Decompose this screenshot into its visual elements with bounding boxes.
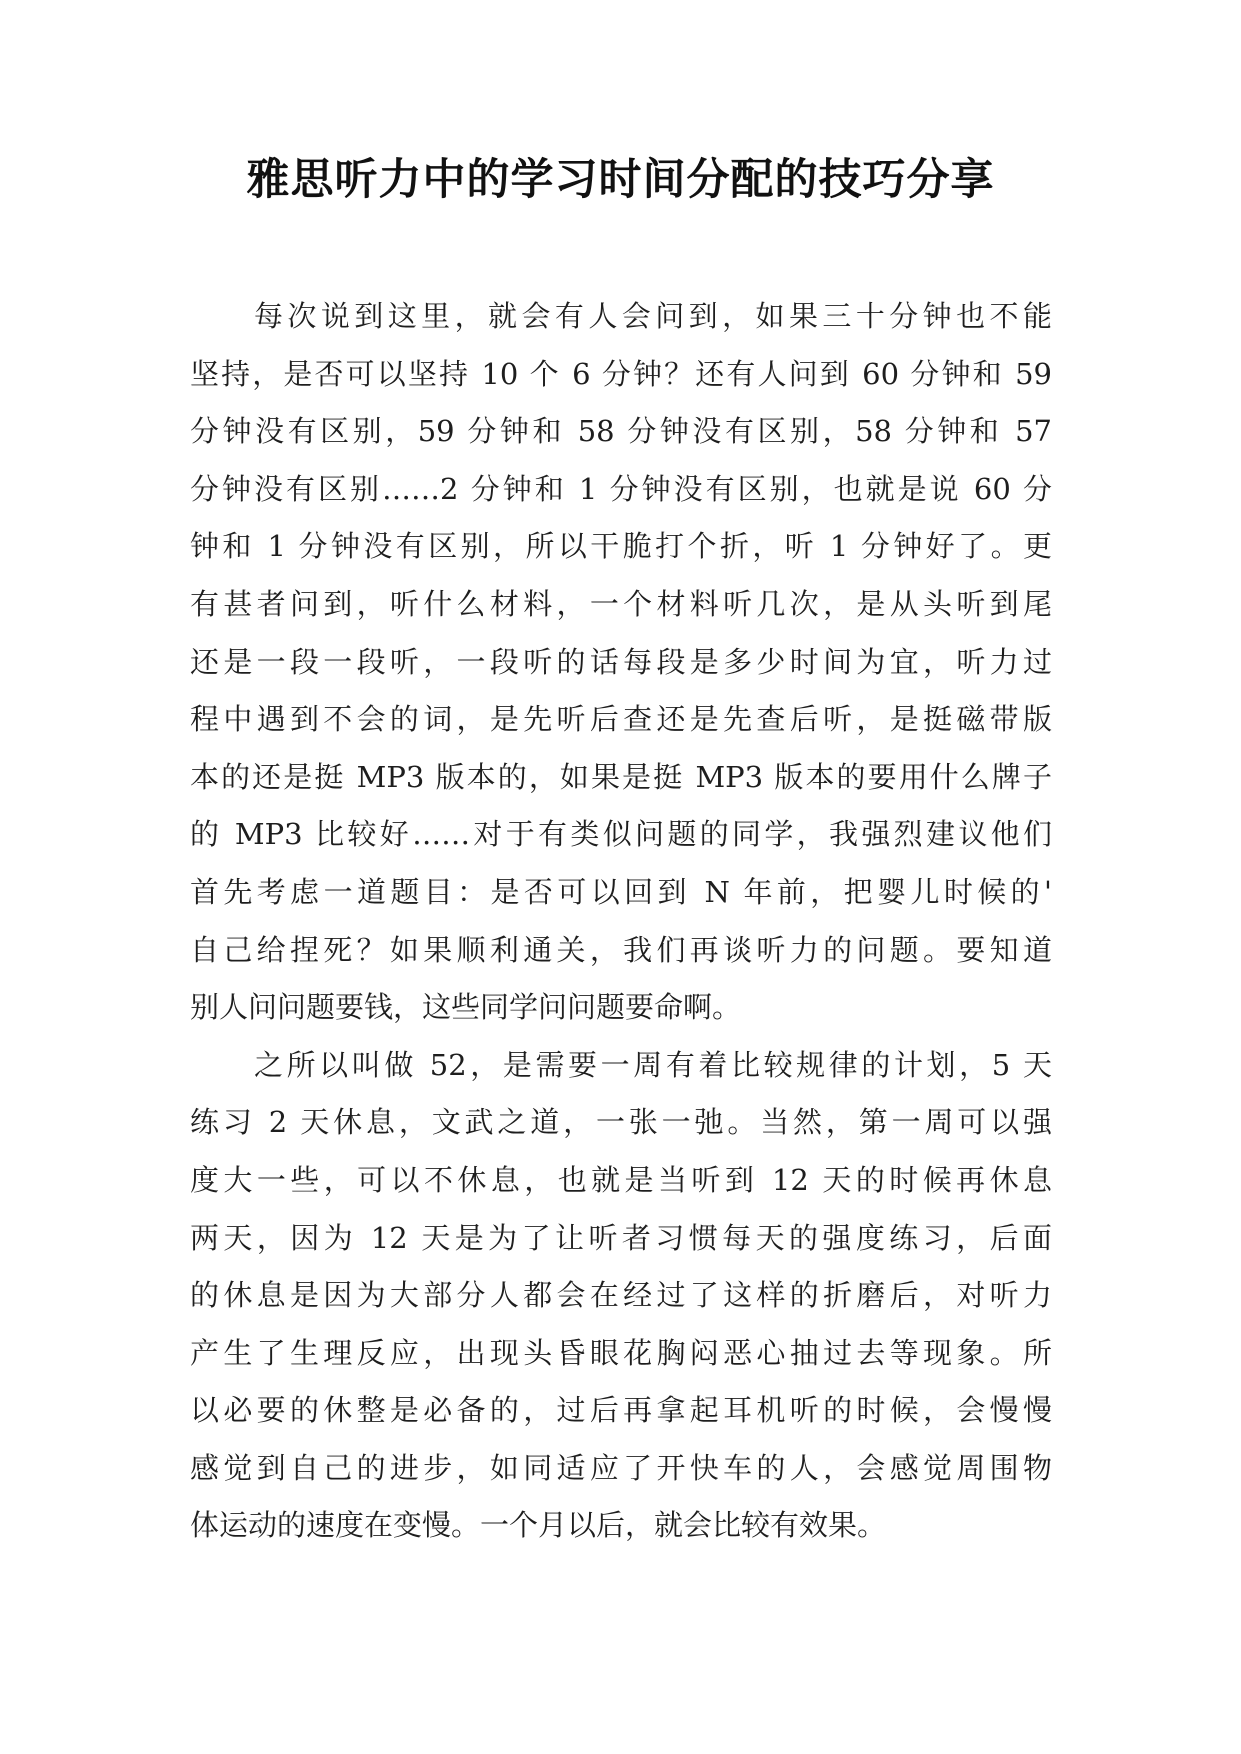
paragraph-line: 产生了生理反应，出现头昏眼花胸闷恶心抽过去等现象。所 [190, 1335, 1052, 1370]
paragraph-line: 还是一段一段听，一段听的话每段是多少时间为宜，听力过 [190, 644, 1052, 679]
document-body [190, 288, 1052, 1555]
paragraph-line: 分钟没有区别……2 分钟和 1 分钟没有区别，也就是说 60 分 [190, 471, 1052, 506]
paragraph-line: 以必要的休整是必备的，过后再拿起耳机听的时候，会慢慢 [190, 1393, 1052, 1428]
paragraph-line: 的休息是因为大部分人都会在经过了这样的折磨后，对听力 [190, 1278, 1052, 1313]
paragraph-line: 本的还是挺 MP3 版本的，如果是挺 MP3 版本的要用什么牌子 [190, 759, 1052, 794]
paragraph-line: 感觉到自己的进步，如同适应了开快车的人，会感觉周围物 [190, 1450, 1052, 1485]
paragraph-line: 分钟没有区别，59 分钟和 58 分钟没有区别，58 分钟和 57 [190, 414, 1052, 449]
paragraph-line: 坚持，是否可以坚持 10 个 6 分钟？还有人问到 60 分钟和 59 [190, 356, 1052, 391]
paragraph-line: 每次说到这里，就会有人会问到，如果三十分钟也不能 [254, 299, 1052, 333]
paragraph-1 [190, 288, 1052, 1037]
paragraph-line: 有甚者问到，听什么材料，一个材料听几次，是从头听到尾 [190, 586, 1052, 621]
paragraph-line: 两天，因为 12 天是为了让听者习惯每天的强度练习，后面 [190, 1220, 1052, 1255]
paragraph-line: 体运动的速度在变慢。一个月以后，就会比较有效果。 [190, 1508, 887, 1543]
paragraph-line: 别人问问题要钱，这些同学问问题要命啊。 [190, 990, 742, 1025]
paragraph-line: 度大一些，可以不休息，也就是当听到 12 天的时候再休息 [190, 1162, 1052, 1197]
paragraph-line: 首先考虑一道题目：是否可以回到 N 年前，把婴儿时候的' [190, 874, 1052, 909]
paragraph-line: 自己给捏死？如果顺利通关，我们再谈听力的问题。要知道 [190, 932, 1052, 967]
paragraph-line: 的 MP3 比较好……对于有类似问题的同学，我强烈建议他们 [190, 817, 1052, 852]
paragraph-line: 钟和 1 分钟没有区别，所以干脆打个折，听 1 分钟好了。更 [190, 529, 1052, 564]
paragraph-line: 程中遇到不会的词，是先听后查还是先查后听，是挺磁带版 [190, 702, 1052, 737]
paragraph-line: 练习 2 天休息，文武之道，一张一弛。当然，第一周可以强 [190, 1105, 1052, 1140]
paragraph-2 [190, 1037, 1052, 1555]
paragraph-line: 之所以叫做 52，是需要一周有着比较规律的计划，5 天 [254, 1047, 1052, 1082]
document-title: 雅思听力中的学习时间分配的技巧分享 [246, 155, 995, 205]
